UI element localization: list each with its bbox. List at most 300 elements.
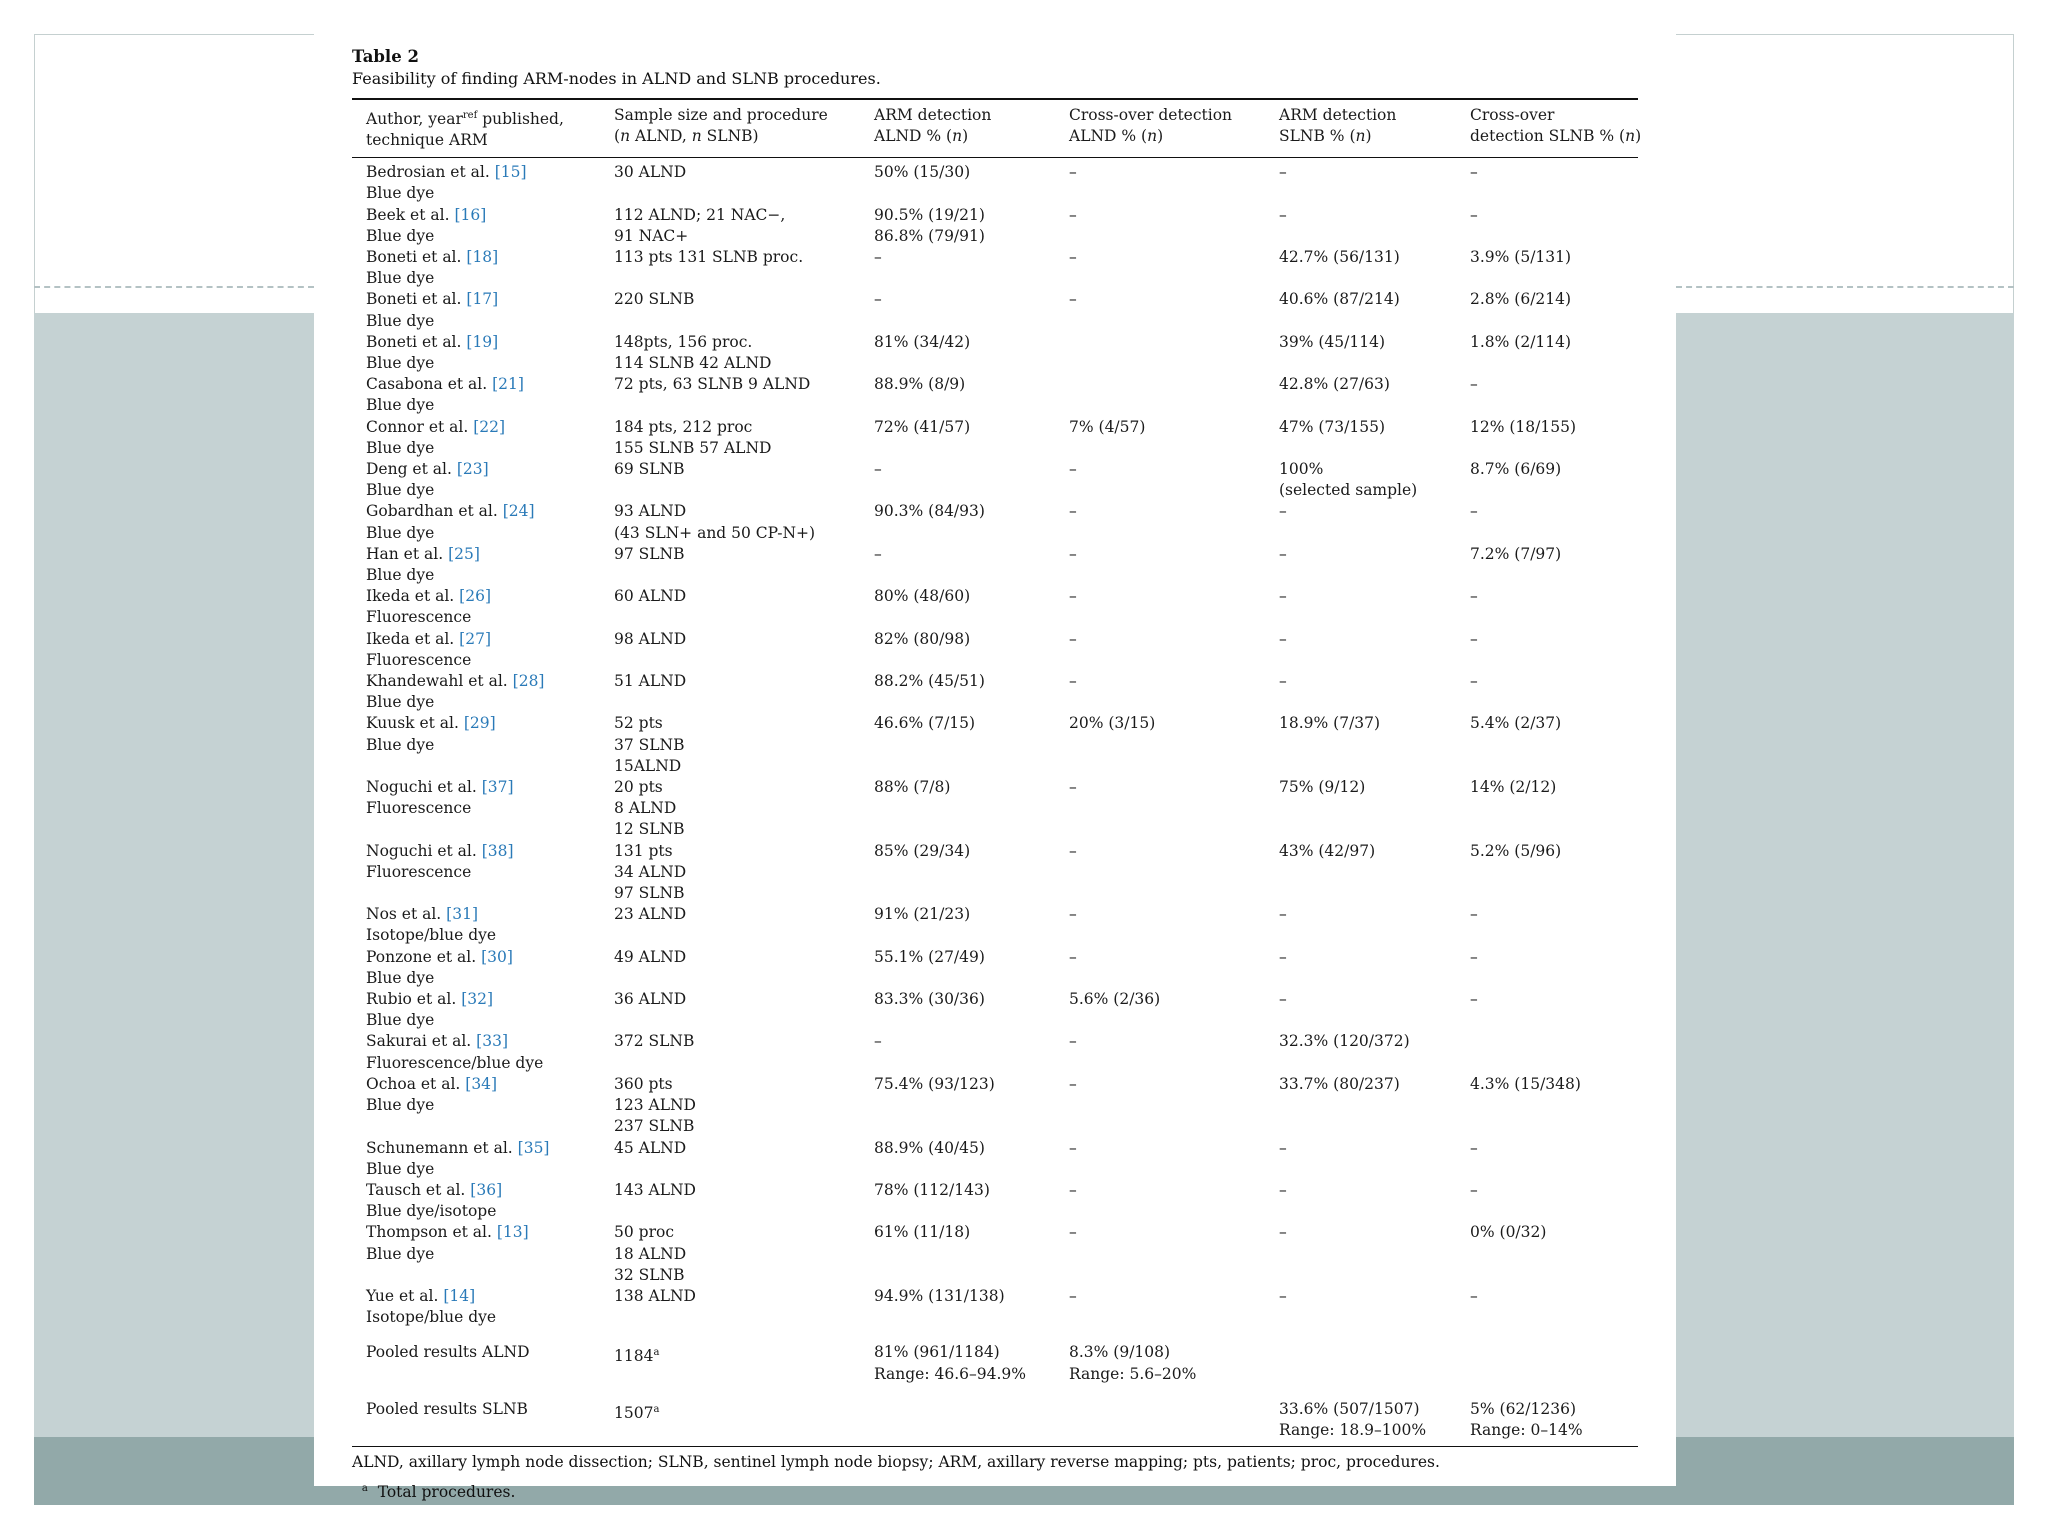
cell-line: Range: 5.6–20% [1069, 1364, 1197, 1383]
cell-arm-slnb [1265, 1138, 1456, 1180]
cell-line: 8.7% (6/69) [1470, 460, 1562, 478]
cell-arm-slnb [1265, 713, 1456, 777]
cell-cross-alnd [1055, 1385, 1265, 1447]
cell-line: – [1470, 502, 1478, 521]
table-row [352, 1286, 1638, 1328]
cell-cross-slnb [1456, 374, 1638, 416]
header-sample-slnb: SLNB) [701, 127, 759, 145]
cell-line: 3.9% (5/131) [1470, 247, 1572, 266]
cell-line: 8 ALND [614, 799, 677, 818]
author-name: Beek et al. [366, 205, 450, 224]
cell-line: 61% (11/18) [874, 1223, 971, 1242]
author-line [366, 1031, 600, 1052]
cell-arm-alnd [860, 713, 1055, 777]
cell-line: 18 ALND [614, 1244, 687, 1263]
table-row [352, 1031, 1638, 1073]
cell-line: 88.2% (45/51) [874, 672, 985, 691]
author-line [366, 671, 600, 692]
cell-line: Range: 18.9–100% [1279, 1420, 1427, 1439]
technique: Fluorescence [366, 608, 472, 627]
cell-arm-slnb [1265, 247, 1456, 289]
header-cross-alnd-line1: Cross-over detection [1069, 106, 1233, 124]
cell-sample [600, 289, 860, 331]
cell-arm-slnb [1265, 374, 1456, 416]
cell-line: – [1279, 947, 1287, 966]
cell-author [352, 1031, 600, 1073]
cell-sample [600, 947, 860, 989]
header-cross-slnb-line1: Cross-over [1470, 106, 1555, 124]
cell-line: 94.9% (131/138) [874, 1286, 1005, 1305]
cell-arm-slnb [1265, 417, 1456, 459]
cell-line: 91% (21/23) [874, 905, 971, 924]
table-row [352, 1074, 1638, 1138]
header-arm-alnd-line2a: ALND % ( [874, 127, 953, 145]
cell-line: – [1470, 905, 1478, 924]
cell-author [352, 289, 600, 331]
header-arm-alnd-line1: ARM detection [874, 106, 992, 124]
cell-sample [600, 1385, 860, 1447]
cell-line: – [1470, 163, 1478, 182]
cell-line: 360 pts [614, 1074, 673, 1093]
cell-line: – [1470, 587, 1478, 606]
header-ref-sup: ref [462, 110, 478, 121]
cell-line: 184 pts, 212 proc [614, 417, 753, 436]
cell-line: 138 ALND [614, 1286, 696, 1305]
reference-link: [34] [465, 1074, 498, 1093]
reference-link: [19] [466, 332, 499, 351]
cell-cross-slnb [1456, 1031, 1638, 1073]
author-line [366, 947, 600, 968]
author-name: Casabona et al. [366, 375, 488, 394]
cell-cross-slnb [1456, 586, 1638, 628]
cell-line: – [1279, 587, 1287, 606]
cell-sample [600, 1074, 860, 1138]
author-name: Han et al. [366, 544, 444, 563]
cell-author [352, 205, 600, 247]
technique: Blue dye [366, 269, 435, 288]
cell-arm-slnb [1265, 1286, 1456, 1328]
cell-line: 148pts, 156 proc. [614, 332, 753, 351]
cell-cross-alnd [1055, 671, 1265, 713]
cell-arm-alnd [860, 459, 1055, 501]
header-cross-slnb-n: n [1625, 127, 1636, 145]
table-row [352, 904, 1638, 946]
cell-line: 18.9% (7/37) [1279, 714, 1381, 733]
cell-line: – [1470, 1286, 1478, 1305]
cell-line: – [1069, 905, 1077, 924]
header-arm-slnb [1265, 99, 1456, 158]
cell-sample [600, 989, 860, 1031]
cell-line: 75% (9/12) [1279, 778, 1366, 797]
cell-sample [600, 205, 860, 247]
cell-arm-slnb [1265, 1385, 1456, 1447]
cell-line: 88.9% (40/45) [874, 1138, 985, 1157]
cell-line: 78% (112/143) [874, 1180, 990, 1199]
cell-line: 20 pts [614, 778, 663, 797]
cell-sample [600, 841, 860, 905]
header-cross-alnd-n: n [1147, 127, 1158, 145]
table-row [352, 205, 1638, 247]
cell-line: – [1069, 163, 1077, 182]
technique: Blue dye [366, 481, 435, 500]
cell-cross-slnb [1456, 501, 1638, 543]
cell-author [352, 777, 600, 841]
cell-line: 30 ALND [614, 163, 687, 182]
cell-sample [600, 247, 860, 289]
table-row [352, 586, 1638, 628]
cell-line: 37 SLNB [614, 735, 685, 754]
cell-cross-alnd [1055, 459, 1265, 501]
pooled-sample-sup: a [653, 1347, 660, 1359]
cell-line: 32.3% (120/372) [1279, 1032, 1410, 1051]
cell-cross-slnb [1456, 1180, 1638, 1222]
cell-line: – [1069, 1286, 1077, 1305]
cell-cross-alnd [1055, 629, 1265, 671]
cell-line: – [1069, 460, 1077, 478]
pooled-row [352, 1328, 1638, 1384]
header-author-line1: Author, year [366, 110, 463, 129]
author-name: Noguchi et al. [366, 778, 477, 797]
cell-cross-alnd [1055, 1138, 1265, 1180]
cell-arm-slnb [1265, 1031, 1456, 1073]
cell-line: 86.8% (79/91) [874, 226, 985, 245]
cell-author [352, 904, 600, 946]
author-line [366, 374, 600, 395]
cell-arm-slnb [1265, 947, 1456, 989]
author-name: Noguchi et al. [366, 841, 477, 860]
header-cross-alnd-close: ) [1157, 127, 1164, 145]
cell-arm-alnd [860, 989, 1055, 1031]
cell-line: 15ALND [614, 756, 682, 775]
table-row [352, 417, 1638, 459]
cell-line: – [1470, 1180, 1478, 1199]
cell-arm-slnb [1265, 289, 1456, 331]
cell-line: 42.8% (27/63) [1279, 375, 1390, 394]
cell-line: 5.4% (2/37) [1470, 714, 1562, 733]
pooled-sample: 1507 [614, 1403, 654, 1422]
cell-line: – [1279, 544, 1287, 563]
cell-cross-slnb [1456, 1385, 1638, 1447]
cell-line: – [1069, 544, 1077, 563]
cell-arm-slnb [1265, 544, 1456, 586]
technique: Fluorescence/blue dye [366, 1053, 544, 1072]
cell-line: – [874, 460, 882, 478]
technique: Blue dye [366, 523, 435, 542]
slide-divider-right [1676, 286, 2014, 288]
cell-cross-alnd [1055, 289, 1265, 331]
reference-link: [15] [494, 163, 527, 182]
cell-arm-alnd [860, 629, 1055, 671]
cell-author [352, 459, 600, 501]
technique: Blue dye [366, 311, 435, 330]
reference-link: [27] [459, 629, 491, 648]
cell-line: 12 SLNB [614, 820, 685, 839]
author-line [366, 1286, 600, 1307]
cell-author [352, 671, 600, 713]
table-row [352, 158, 1638, 205]
author-name: Boneti et al. [366, 247, 462, 266]
cell-cross-slnb [1456, 841, 1638, 905]
cell-line: 23 ALND [614, 905, 687, 924]
cell-author [352, 332, 600, 374]
cell-line: 46.6% (7/15) [874, 714, 976, 733]
cell-cross-alnd [1055, 501, 1265, 543]
cell-author [352, 1180, 600, 1222]
reference-link: [25] [448, 544, 480, 563]
table-row [352, 247, 1638, 289]
cell-author [352, 989, 600, 1031]
cell-arm-slnb [1265, 501, 1456, 543]
cell-arm-alnd [860, 289, 1055, 331]
cell-sample [600, 332, 860, 374]
cell-arm-alnd [860, 1031, 1055, 1073]
cell-line: 5.6% (2/36) [1069, 990, 1161, 1009]
cell-cross-alnd [1055, 713, 1265, 777]
author-name: Kuusk et al. [366, 714, 459, 733]
cell-arm-alnd [860, 1074, 1055, 1138]
cell-sample [600, 1180, 860, 1222]
cell-line: 155 SLNB 57 ALND [614, 438, 772, 457]
reference-link: [21] [492, 375, 524, 394]
technique: Blue dye [366, 693, 435, 712]
cell-line: – [1069, 502, 1077, 521]
cell-cross-alnd [1055, 1180, 1265, 1222]
reference-link: [36] [470, 1180, 503, 1199]
author-line [366, 841, 600, 862]
cell-line: 40.6% (87/214) [1279, 290, 1400, 309]
technique: Isotope/blue dye [366, 1308, 497, 1327]
technique: Blue dye [366, 1011, 435, 1030]
technique: Blue dye [366, 1244, 435, 1263]
cell-line: 52 pts [614, 714, 663, 733]
technique: Blue dye [366, 396, 435, 415]
header-arm-alnd [860, 99, 1055, 158]
table-row [352, 713, 1638, 777]
table-row [352, 841, 1638, 905]
cell-line: 113 pts 131 SLNB proc. [614, 247, 804, 266]
cell-author [352, 544, 600, 586]
table-body [352, 158, 1638, 1447]
header-arm-alnd-n: n [952, 127, 963, 145]
cell-arm-alnd [860, 1328, 1055, 1384]
cell-line: – [1279, 672, 1287, 691]
cell-line: 50 proc [614, 1223, 674, 1242]
cell-cross-alnd [1055, 1286, 1265, 1328]
cell-arm-slnb [1265, 1074, 1456, 1138]
cell-line: 34 ALND [614, 862, 687, 881]
cell-arm-slnb [1265, 629, 1456, 671]
header-sample-n1: n [620, 127, 631, 145]
reference-link: [16] [454, 205, 487, 224]
cell-sample [600, 1031, 860, 1073]
table-document [314, 30, 1676, 1502]
technique: Blue dye [366, 566, 435, 585]
cell-cross-slnb [1456, 1222, 1638, 1286]
author-line [366, 629, 600, 650]
cell-line: 123 ALND [614, 1096, 696, 1115]
cell-sample [600, 459, 860, 501]
cell-author [352, 713, 600, 777]
reference-link: [32] [461, 990, 494, 1009]
cell-arm-alnd [860, 1222, 1055, 1286]
technique: Fluorescence [366, 650, 472, 669]
cell-line: 55.1% (27/49) [874, 947, 985, 966]
cell-line: 75.4% (93/123) [874, 1074, 995, 1093]
technique: Blue dye [366, 353, 435, 372]
pooled-sample-line [614, 1399, 860, 1424]
cell-line: – [874, 544, 882, 563]
header-arm-slnb-line2a: SLNB % ( [1279, 127, 1356, 145]
cell-cross-slnb [1456, 1074, 1638, 1138]
reference-link: [17] [466, 290, 499, 309]
table-row [352, 671, 1638, 713]
cell-line: 131 pts [614, 841, 673, 860]
cell-line: 72 pts, 63 SLNB 9 ALND [614, 375, 811, 394]
cell-arm-alnd [860, 1385, 1055, 1447]
author-line [366, 586, 600, 607]
cell-line: – [1069, 1223, 1077, 1242]
header-sample-paren-open: ( [614, 127, 621, 145]
author-name: Bedrosian et al. [366, 163, 490, 182]
cell-arm-alnd [860, 417, 1055, 459]
author-line [366, 417, 600, 438]
cell-sample [600, 713, 860, 777]
cell-line: – [1470, 672, 1478, 691]
cell-arm-alnd [860, 777, 1055, 841]
cell-line: 69 SLNB [614, 460, 685, 478]
header-cross-slnb [1456, 99, 1642, 158]
cell-line: 14% (2/12) [1470, 778, 1557, 797]
cell-line: 93 ALND [614, 502, 687, 521]
cell-sample [600, 1328, 860, 1384]
cell-arm-alnd [860, 544, 1055, 586]
cell-cross-alnd [1055, 1328, 1265, 1384]
cell-sample [600, 777, 860, 841]
cell-cross-alnd [1055, 544, 1265, 586]
cell-author [352, 1138, 600, 1180]
cell-author [352, 629, 600, 671]
cell-line: 51 ALND [614, 672, 687, 691]
table-row [352, 501, 1638, 543]
table-title: Table 2 [352, 47, 419, 66]
cell-line: 83.3% (30/36) [874, 990, 985, 1009]
cell-sample [600, 501, 860, 543]
cell-cross-alnd [1055, 841, 1265, 905]
cell-cross-slnb [1456, 205, 1638, 247]
cell-line: – [1470, 947, 1478, 966]
cell-line: 43% (42/97) [1279, 841, 1376, 860]
author-name: Sakurai et al. [366, 1032, 472, 1051]
cell-line: – [1279, 1286, 1287, 1305]
reference-link: [38] [481, 841, 514, 860]
data-table [352, 98, 1642, 1447]
pooled-row [352, 1385, 1638, 1447]
header-sample [600, 99, 860, 158]
header-arm-alnd-close: ) [962, 127, 969, 145]
cell-cross-slnb [1456, 947, 1638, 989]
author-name: Nos et al. [366, 905, 442, 924]
author-name: Rubio et al. [366, 990, 457, 1009]
table-footnote: ALND, axillary lymph node dissection; SLNB, sentinel lymph node biopsy; ARM, axillary reverse mapping; pts, patients; proc, procedures. [352, 1453, 1440, 1472]
author-name: Boneti et al. [366, 290, 462, 309]
header-cross-alnd-line2a: ALND % ( [1069, 127, 1148, 145]
header-arm-slnb-close: ) [1365, 127, 1372, 145]
cell-arm-slnb [1265, 586, 1456, 628]
cell-cross-alnd [1055, 374, 1265, 416]
cell-author [352, 1286, 600, 1328]
cell-arm-slnb [1265, 777, 1456, 841]
footnote-a-mark: a [361, 1483, 368, 1495]
reference-link: [37] [481, 778, 514, 797]
cell-cross-alnd [1055, 247, 1265, 289]
header-arm-slnb-n: n [1355, 127, 1366, 145]
table-row [352, 1138, 1638, 1180]
cell-cross-slnb [1456, 629, 1638, 671]
technique: Blue dye [366, 968, 435, 987]
cell-line: – [1279, 1223, 1287, 1242]
cell-line: 5% (62/1236) [1470, 1399, 1577, 1418]
cell-line: 88.9% (8/9) [874, 375, 966, 394]
cell-line: Range: 46.6–94.9% [874, 1364, 1026, 1383]
reference-link: [28] [512, 672, 545, 691]
author-line [366, 544, 600, 565]
author-name: Ponzone et al. [366, 947, 477, 966]
table-row [352, 289, 1638, 331]
cell-line: – [1470, 990, 1478, 1009]
reference-link: [35] [517, 1138, 550, 1157]
author-name: Ochoa et al. [366, 1074, 461, 1093]
cell-line: – [1069, 587, 1077, 606]
cell-line: – [1069, 290, 1077, 309]
cell-cross-slnb [1456, 1138, 1638, 1180]
cell-cross-slnb [1456, 904, 1638, 946]
table-footnote-a [352, 1478, 1638, 1503]
cell-sample [600, 417, 860, 459]
cell-cross-slnb [1456, 1328, 1638, 1384]
cell-cross-alnd [1055, 1031, 1265, 1073]
cell-line: 372 SLNB [614, 1032, 695, 1051]
cell-sample [600, 158, 860, 205]
reference-link: [22] [473, 417, 506, 436]
cell-line: 112 ALND; 21 NAC−, [614, 205, 786, 224]
cell-sample [600, 1222, 860, 1286]
reference-link: [26] [459, 587, 491, 606]
cell-line: – [1279, 502, 1287, 521]
cell-sample [600, 586, 860, 628]
cell-line: 33.7% (80/237) [1279, 1074, 1400, 1093]
header-author-line2: technique ARM [366, 131, 488, 150]
author-line [366, 1222, 600, 1243]
cell-line: 97 SLNB [614, 884, 685, 903]
table-row [352, 989, 1638, 1031]
cell-line: 8.3% (9/108) [1069, 1343, 1171, 1362]
header-author-line1b: published, [477, 110, 564, 129]
cell-arm-alnd [860, 1180, 1055, 1222]
slide-divider-left [34, 286, 314, 288]
author-name: Thompson et al. [366, 1223, 492, 1242]
cell-line: – [1470, 1138, 1478, 1157]
cell-cross-slnb [1456, 777, 1638, 841]
cell-line: – [1069, 841, 1077, 860]
table-header-row [352, 99, 1638, 158]
cell-cross-slnb [1456, 459, 1638, 501]
header-sample-n2: n [691, 127, 702, 145]
cell-cross-alnd [1055, 1074, 1265, 1138]
reference-link: [33] [476, 1032, 508, 1051]
cell-author [352, 841, 600, 905]
header-cross-alnd [1055, 99, 1265, 158]
table-container [352, 42, 1642, 1503]
